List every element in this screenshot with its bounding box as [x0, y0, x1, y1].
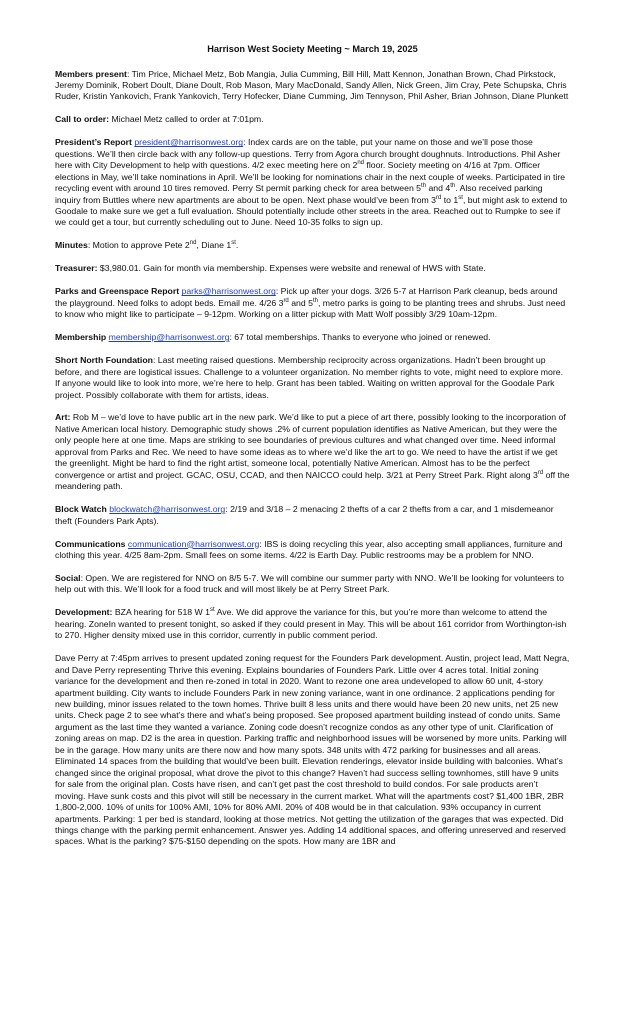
- section-paragraph: [55, 286, 570, 320]
- section-label: President’s Report: [55, 137, 132, 148]
- section-text: , but might ask to extend to Goodale to make sure we get a full evaluation. Should potentially include other streets in the area. Reached out to Rumpke to see if we could get a tour, but currently scheduling out to June. Need 10-35 folks to sign up.: [55, 194, 568, 228]
- section-label: Short North Foundation: [55, 355, 153, 366]
- document-title: Harrison West Society Meeting ~ March 19, 2025: [207, 44, 418, 54]
- section-paragraph: [55, 137, 570, 229]
- section-text: : Index cards are on the table, put your name on those and we’ll pose those questions. We’ll then circle back with any follow-up questions. Terry from Agora church brought doughnuts. Introductions. Phil Asher here with City Development to help with questions. 4/2 exec meeting here on 2: [55, 137, 561, 171]
- section-label: Parks and Greenspace Report: [55, 286, 180, 297]
- section-label: Block Watch: [55, 504, 107, 515]
- section-text: , Diane 1: [196, 240, 232, 251]
- section-text: , metro parks is going to be planting trees and shrubs. Just need to know who might like to participate – 9-12pm. Working on a litter pickup with Matt Wolf possibly 3/29 10am-12pm.: [55, 297, 566, 320]
- ordinal-suffix: st: [210, 607, 215, 614]
- section-paragraph: [55, 332, 570, 343]
- email-link[interactable]: membership@harrisonwest.org: [108, 332, 230, 343]
- section-paragraph: [55, 240, 570, 251]
- ordinal-suffix: nd: [357, 160, 364, 167]
- ordinal-suffix: rd: [537, 469, 544, 476]
- section-label: Members present: [55, 68, 127, 79]
- section-text: floor. Society meeting on 4/16 at 7pm. Officer elections in May, we’ll take nominations in April. We’ll be looking for nominations chair in the next couple of weeks. Participated in tire recycling event with around 10 tires removed. Perry St permit parking check for area between 5: [55, 160, 566, 194]
- ordinal-suffix: st: [231, 240, 236, 247]
- email-link[interactable]: president@harrisonwest.org: [134, 137, 244, 148]
- section-text: off the meandering path.: [55, 469, 570, 492]
- section-paragraph: [55, 412, 570, 492]
- section-paragraph: [55, 539, 570, 562]
- ordinal-suffix: th: [312, 297, 318, 304]
- section-paragraph: [55, 653, 570, 848]
- section-label: Minutes: [55, 240, 88, 251]
- section-paragraph: [55, 573, 570, 596]
- section-paragraph: [55, 263, 570, 274]
- section-text: : Tim Price, Michael Metz, Bob Mangia, Julia Cumming, Bill Hill, Matt Kennon, Jonathan Brown, Chad Pirkstock, Jeremy Dominik, Robert Doult, Diane Doult, Rob Mason, Mary MacDonald, Sandy Allen, Nick Green, Jim Cray, Pete Schupska, Chris Ruder, Kristin Yankovich, Frank Yankovich, Terry Hofecker, Diane Cumming, Jim Tennyson, Phil Asher, Brian Johnson, Diane Plunkett: [55, 68, 569, 102]
- document-body: [55, 69, 570, 848]
- section-text: Dave Perry at 7:45pm arrives to present updated zoning request for the Founders Park development. Austin, project lead, Matt Negra, and Dave Perry representing Thrive this evening. Explains boundaries of Founders Park. Little over 4 acres total. Initial zoning variance for the development and then re-zoned in total in 2020. Want to rezone one area undeveloped to allow 60 unit, 4-story apartment building. City wants to include Founders Park in new zoning variance, want in one ordinance. 2 applications pending for new building, minor issues related to the town homes. Thrive built 8 less units and there would have been 20 new units, net 25 new units. Check page 2 to see what’s there and what’s being proposed. See proposed apartment building instead of condo units. Same argument as the last time they wanted a variance. Zoning code doesn’t recognize condos as any other type of unit. Clarification of zoning areas on map. D2 is the area in question. Parking traffic and neighborhood issues will be worsened by more units. Parking will be in the garage. How many units are there now and how many spots. 348 units with 472 parking for businesses and all areas. Eliminated 14 spaces from the building that would’ve been built. Elevation renderings, elevator inside building with balconies. What’s changed since the original proposal, what drove the pivot to this change? Haven’t had success selling townhomes, still have 9 units for sale from the original plan. Costs have risen, and can’t get past the cost threshold to build condos. For sale products aren’t moving. Have sunk costs and this pivot will still be necessary in the current market. What will the apartments cost? $1,400 1BR, 2BR 1,800-2,000. 10% of units for 100% AMI, 10% for 80% AMI. 20% of 408 would be in that calculation. 93% occupancy in current apartments. Parking: 1 per bed is standard, looking at those metrics. Not getting the utilization of the garages that was expected. Did things change with the parking permit enhancement. Answer yes. Adding 14 additional spaces, and offering unreserved and reserved spaces. What is the parking? $75-$150 depending on the spots. How many are 1BR and: [55, 653, 570, 847]
- section-label: Art:: [55, 412, 71, 423]
- ordinal-suffix: nd: [189, 240, 197, 247]
- ordinal-suffix: rd: [283, 297, 289, 304]
- section-text: . Also received parking inquiry from Buttles where new apartments are about to be open. Next phase would’ve been from 3: [55, 183, 543, 205]
- section-paragraph: [55, 504, 570, 527]
- section-paragraph: [55, 69, 570, 103]
- document-page: [55, 44, 570, 859]
- section-text: .: [235, 240, 239, 251]
- section-label: Membership: [55, 332, 107, 343]
- section-text: $3,980.01. Gain for month via membership. Expenses were website and renewal of HWS with State.: [97, 263, 486, 274]
- email-link[interactable]: parks@harrisonwest.org: [181, 286, 276, 297]
- section-text: BZA hearing for 518 W 1: [112, 607, 210, 618]
- section-text: and 5: [288, 297, 313, 308]
- section-text: and 4: [426, 183, 451, 194]
- section-text: : IBS is doing recycling this year, also accepting small appliances, furniture and clothing this year. 4/25 8am-2pm. Small fees on some items. 4/22 is Earth Day. Public restrooms may be a problem for NNO.: [55, 538, 563, 560]
- section-text: : 67 total memberships. Thanks to everyone who joined or renewed.: [229, 332, 491, 343]
- section-label: Communications: [55, 538, 126, 549]
- section-label: Development:: [55, 607, 113, 618]
- section-text: : Motion to approve Pete 2: [87, 240, 190, 251]
- section-paragraph: [55, 607, 570, 641]
- ordinal-suffix: th: [421, 183, 427, 190]
- section-text: Ave. We did approve the variance for this, but you’re more than welcome to attend the hearing. ZoneIn wanted to present tonight, so asked if they could present in May. This will be about 161 corridor from Worthington-ish to 270. Higher density mixed use in this corridor, currently in public comment period.: [55, 607, 567, 641]
- section-text: : 2/19 and 3/18 – 2 menacing 2 thefts of a car 2 thefts from a car, and 1 misdemeanor theft (Founders Park Apts).: [55, 504, 554, 526]
- ordinal-suffix: rd: [436, 194, 442, 201]
- email-link[interactable]: communication@harrisonwest.org: [127, 538, 260, 549]
- section-text: to 1: [441, 194, 459, 205]
- email-link[interactable]: blockwatch@harrisonwest.org: [109, 504, 226, 515]
- ordinal-suffix: st: [458, 194, 463, 201]
- section-label: Call to order:: [55, 114, 110, 125]
- section-label: Treasurer:: [55, 263, 98, 274]
- section-text: : Open. We are registered for NNO on 8/5 5-7. We will combine our summer party with NNO. We’ll be looking for volunteers to help out with this. We’ll look for a food truck and will most likely be at Perry Street Park.: [55, 572, 564, 595]
- section-text: Michael Metz called to order at 7:01pm.: [109, 114, 264, 125]
- section-text: : Pick up after your dogs. 3/26 5-7 at Harrison Park cleanup, beds around the playground. Need folks to adopt beds. Email me. 4/26 3: [55, 286, 558, 308]
- section-text: : Last meeting raised questions. Membership reciprocity across organizations. Hadn’t been brought up before, and there are logistical issues. Challenge to a volunteer organization. No member rights to vote, might need to explore more. If anyone would like to look into more, we’re here to help. Grant has been tabled. Waiting on written approval for the Goodale Park project. Possibly collaborate with them for artists, ideas.: [55, 355, 564, 400]
- section-text: Rob M – we’d love to have public art in the new park. We’d like to put a piece of art there, possibly looking to the incorporation of Native American local history. Demographic study shows .2% of current population identifies as Native American, but they were the only people here at one time. Maps are striking to see boundaries of previous cultures and what changed over time. Need informal approval from Parks and Rec. We need to have some ideas as to where we’d like the art to go. We need to have the artist if we get the greenlight. Might be hard to find the right artist, someone local, potentially Native American. Almost has to be the perfect convergence or artist and project. GCAC, OSU, CCAD, and then NAICCO could help. 3/21 at Perry Street Park. Right along 3: [55, 412, 566, 480]
- ordinal-suffix: th: [450, 183, 456, 190]
- section-paragraph: [55, 114, 570, 125]
- section-label: Social: [55, 572, 81, 583]
- section-paragraph: [55, 355, 570, 401]
